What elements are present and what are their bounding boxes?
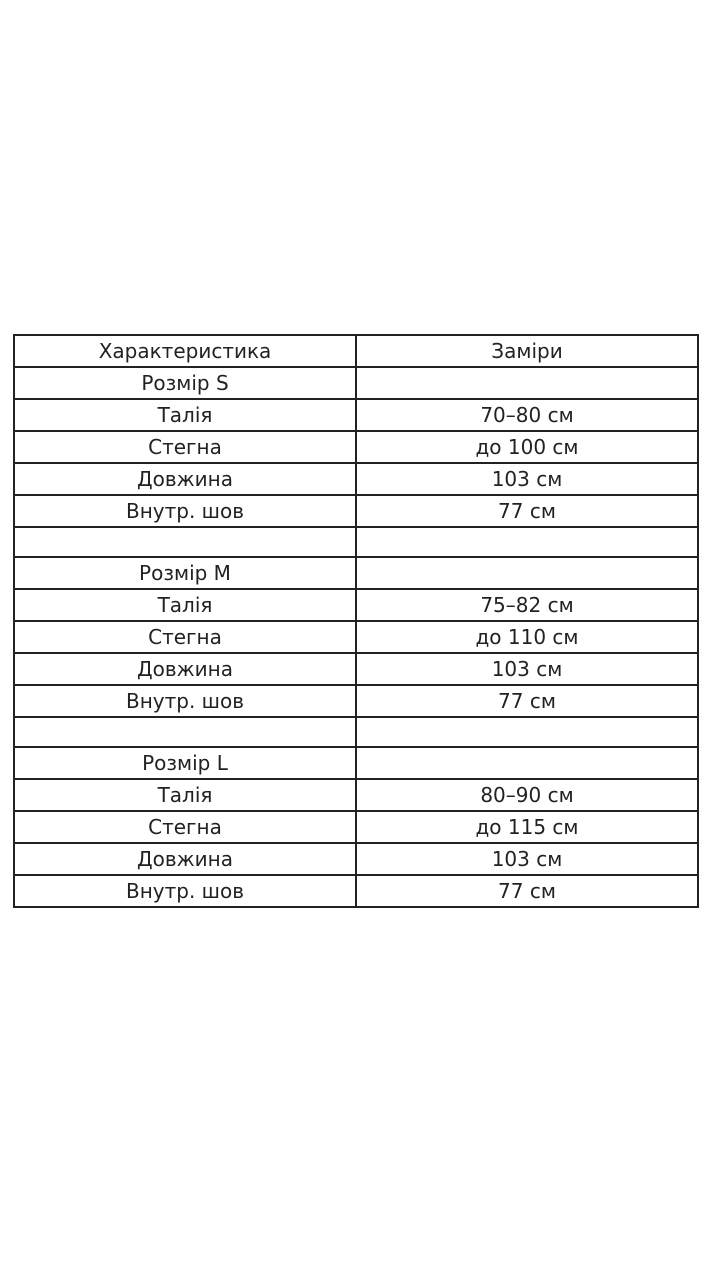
row-label: Довжина [14,463,356,495]
row-label: Розмір M [14,557,356,589]
row-value: 103 см [356,653,698,685]
row-value: до 110 см [356,621,698,653]
row-label: Стегна [14,811,356,843]
row-value [356,527,698,557]
row-value [356,747,698,779]
row-label: Талія [14,399,356,431]
row-value [356,367,698,399]
table-row [14,843,698,875]
row-label: Стегна [14,621,356,653]
table-row [14,399,698,431]
row-value: 103 см [356,843,698,875]
table-row [14,557,698,589]
table-row [14,653,698,685]
row-label: Розмір S [14,367,356,399]
row-value: 103 см [356,463,698,495]
table-row [14,367,698,399]
header-characteristic: Характеристика [14,335,356,367]
row-label: Внутр. шов [14,685,356,717]
table-row [14,747,698,779]
table-row [14,875,698,907]
table-row [14,621,698,653]
table-row [14,431,698,463]
row-value: 70–80 см [356,399,698,431]
header-measurements: Заміри [356,335,698,367]
table-row [14,495,698,527]
table-row [14,685,698,717]
table-row [14,527,698,557]
table-row [14,717,698,747]
row-value: 75–82 см [356,589,698,621]
row-value [356,717,698,747]
table-row [14,589,698,621]
row-value: до 100 см [356,431,698,463]
row-label: Талія [14,779,356,811]
row-value: 77 см [356,875,698,907]
row-label: Розмір L [14,747,356,779]
row-label: Довжина [14,653,356,685]
row-value: 77 см [356,685,698,717]
row-label: Внутр. шов [14,875,356,907]
row-value: до 115 см [356,811,698,843]
table-row [14,811,698,843]
row-label [14,717,356,747]
row-label: Внутр. шов [14,495,356,527]
table-row [14,779,698,811]
table-header-row [14,335,698,367]
row-value: 80–90 см [356,779,698,811]
row-label: Довжина [14,843,356,875]
table-row [14,463,698,495]
row-label [14,527,356,557]
row-value: 77 см [356,495,698,527]
size-chart-table [13,334,699,908]
row-label: Талія [14,589,356,621]
row-value [356,557,698,589]
row-label: Стегна [14,431,356,463]
